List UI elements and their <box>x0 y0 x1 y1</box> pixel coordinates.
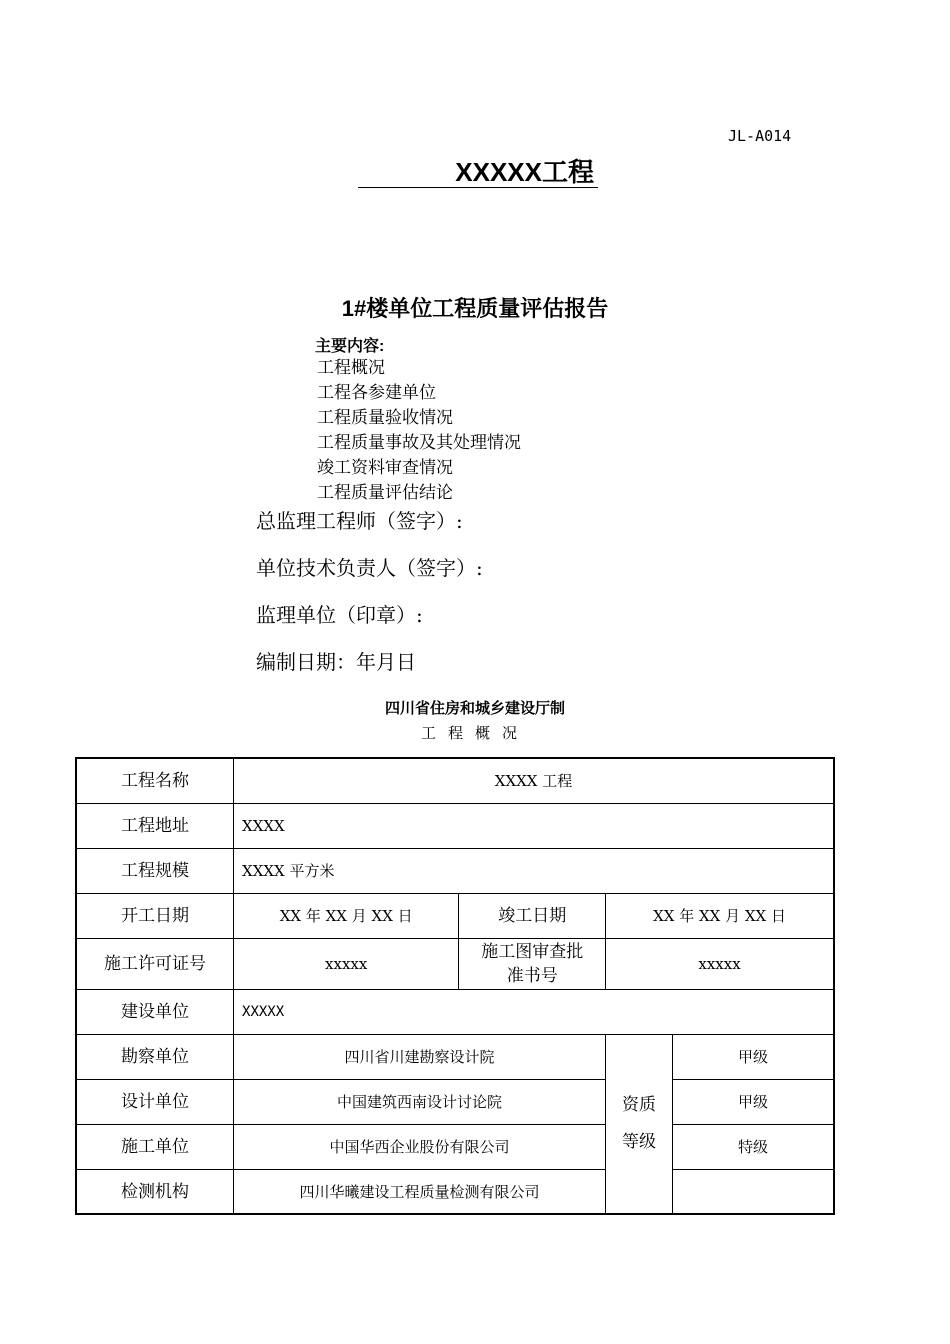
contents-item: 工程各参建单位 <box>317 383 436 403</box>
table-row <box>76 938 834 989</box>
unit-label: 施工单位 <box>76 1124 234 1169</box>
unit-label: 检测机构 <box>76 1169 234 1214</box>
completion-date-value: XX 年 XX 月 XX 日 <box>606 893 834 938</box>
address-label: 工程地址 <box>76 803 234 848</box>
contents-heading: 主要内容: <box>315 338 385 355</box>
report-title: 1#楼单位工程质量评估报告 <box>341 296 609 321</box>
unit-label: 设计单位 <box>76 1079 234 1124</box>
unit-grade: 特级 <box>672 1124 834 1169</box>
project-name-value: XXXX 工程 <box>234 758 834 803</box>
table-row <box>76 989 834 1034</box>
table-row <box>76 1079 834 1124</box>
supervision-unit-seal: 监理单位（印章）: <box>256 603 423 627</box>
chief-engineer-signature: 总监理工程师（签字）: <box>256 509 463 533</box>
table-title: 工程概况 <box>420 724 529 742</box>
contents-item: 工程质量评估结论 <box>317 483 453 503</box>
unit-grade: 甲级 <box>672 1034 834 1079</box>
issuer: 四川省住房和城乡建设厅制 <box>384 700 565 717</box>
unit-grade <box>672 1169 834 1214</box>
table-row <box>76 1169 834 1214</box>
project-title: XXXXX工程 <box>358 156 598 188</box>
start-date-value: XX 年 XX 月 XX 日 <box>234 893 459 938</box>
contents-item: 工程质量事故及其处理情况 <box>317 433 521 453</box>
table-row <box>76 758 834 803</box>
table-row <box>76 893 834 938</box>
completion-date-label: 竣工日期 <box>459 893 606 938</box>
project-overview-table <box>75 757 835 1215</box>
unit-name: 四川华曦建设工程质量检测有限公司 <box>234 1169 606 1214</box>
tech-lead-signature: 单位技术负责人（签字）: <box>256 556 483 580</box>
owner-label: 建设单位 <box>76 989 234 1034</box>
permit-value: xxxxx <box>234 938 459 989</box>
contents-item: 工程质量验收情况 <box>317 408 453 428</box>
contents-item: 竣工资料审查情况 <box>317 458 453 478</box>
unit-name: 中国建筑西南设计讨论院 <box>234 1079 606 1124</box>
form-code: JL-A014 <box>728 127 792 145</box>
owner-value: XXXXX <box>234 989 834 1034</box>
scale-label: 工程规模 <box>76 848 234 893</box>
unit-label: 勘察单位 <box>76 1034 234 1079</box>
table-row <box>76 803 834 848</box>
unit-grade: 甲级 <box>672 1079 834 1124</box>
scale-value: XXXX 平方米 <box>234 848 834 893</box>
permit-label: 施工许可证号 <box>76 938 234 989</box>
address-value: XXXX <box>234 803 834 848</box>
drawing-review-label: 施工图审查批准书号 <box>459 938 606 989</box>
table-row <box>76 1124 834 1169</box>
project-name-label: 工程名称 <box>76 758 234 803</box>
drawing-review-value: xxxxx <box>606 938 834 989</box>
unit-name: 四川省川建勘察设计院 <box>234 1034 606 1079</box>
qualification-label: 资质等级 <box>606 1034 673 1214</box>
contents-list <box>317 356 521 506</box>
start-date-label: 开工日期 <box>76 893 234 938</box>
contents-item: 工程概况 <box>317 358 385 378</box>
table-row <box>76 1034 834 1079</box>
table-row <box>76 848 834 893</box>
unit-name: 中国华西企业股份有限公司 <box>234 1124 606 1169</box>
prepared-date: 编制日期：年月日 <box>256 650 416 674</box>
